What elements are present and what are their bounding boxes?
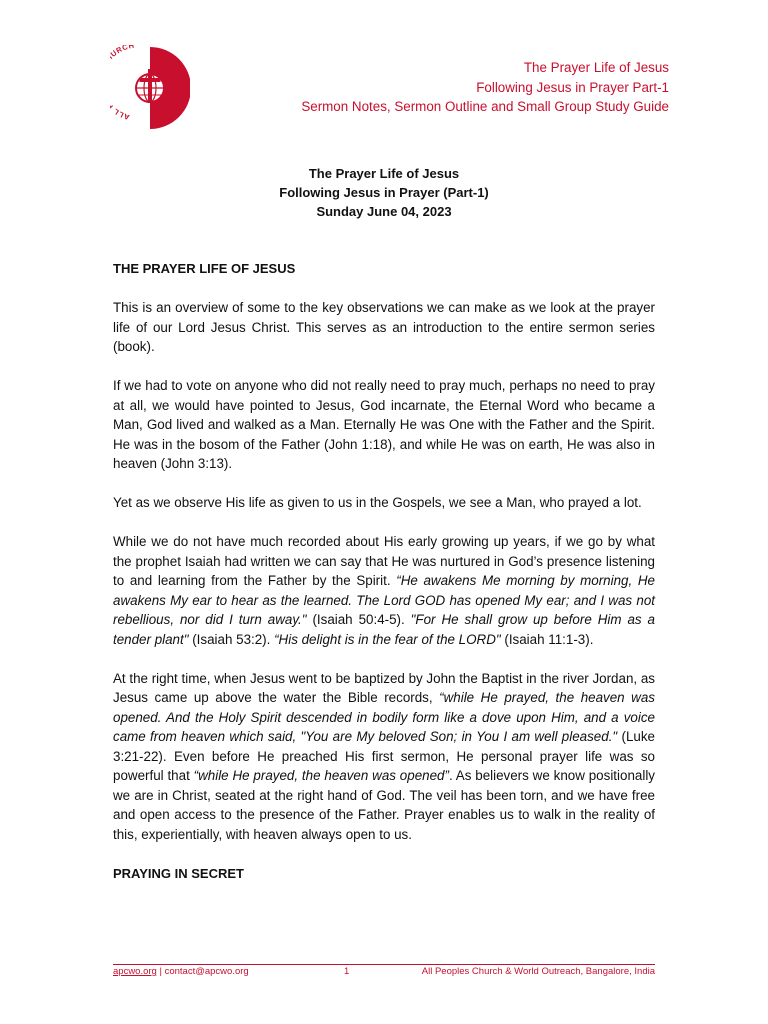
title-date: Sunday June 04, 2023	[316, 204, 452, 219]
para5-text-a: At the right time, when Jesus went to be baptized by John the Baptist in the river Jordan, as Jesus came up above the water the Bible records,	[113, 670, 655, 705]
page-number: 1	[344, 966, 350, 977]
website-link[interactable]: apcwo.org	[113, 966, 157, 977]
para4-quote-isaiah-11: “His delight is in the fear of the LORD"	[274, 631, 501, 647]
para4-quote-isaiah-50: “He awakens Me morning by morning, He awakens My ear to hear as the learned. The Lord GOD has opened My ear; and I was not rebellious, nor did I turn away."	[113, 573, 655, 627]
email-link[interactable]: contact@apcwo.org	[164, 966, 249, 977]
para5-quote-heaven-opened: “while He prayed, the heaven was opened”	[193, 768, 449, 783]
para5-quote-luke-3: “while He prayed, the heaven was opened. And the Holy Spirit descended in bodily form like a dove upon Him, and a voice came from heaven which said, "You are My beloved Son; in You I am well pleased."	[113, 690, 655, 744]
paragraph-3: Yet as we observe His life as given to us in the Gospels, we see a Man, who prayed a lot.	[113, 495, 642, 510]
para5-text-b: (Luke 3:21-22). Even before He preached His first sermon, He personal prayer life was so powerful that	[113, 729, 655, 783]
header-line-1: The Prayer Life of Jesus	[523, 60, 669, 75]
para4-quote-isaiah-53: "For He shall grow up before Him as a tender plant"	[113, 612, 655, 647]
document-body	[113, 259, 655, 903]
title-line-1: The Prayer Life of Jesus	[308, 166, 460, 181]
paragraph-2: If we had to vote on anyone who did not really need to pray much, perhaps no need to pray at all, we would have pointed to Jesus, God incarnate, the Eternal Word who became a Man, God lived and walked as a Man. Eternally He was One with the Father and the Spirit. He was in the bosom of the Father (John 1:18), and while He was on earth, He was also in heaven (John 3:13).	[113, 378, 655, 471]
paragraph-5	[113, 669, 655, 845]
church-logo	[110, 45, 190, 131]
para4-ref-a: (Isaiah 50:4-5).	[306, 612, 411, 627]
footer-separator: |	[156, 966, 165, 977]
footer-contact	[113, 966, 249, 977]
running-header	[301, 58, 669, 117]
header-line-2: Following Jesus in Prayer Part-1	[476, 79, 669, 95]
footer-organization: All Peoples Church & World Outreach, Bangalore, India	[421, 966, 655, 977]
paragraph-1: This is an overview of some to the key observations we can make as we look at the prayer life of our Lord Jesus Christ. This serves as an introduction to the entire sermon series (book).	[113, 300, 655, 354]
svg-text:ALL PEOPLES CHURCH: ALL RCH	[111, 45, 136, 122]
footer-divider	[113, 964, 655, 965]
section-heading-praying-in-secret: PRAYING IN SECRET	[113, 865, 244, 881]
title-line-2: Following Jesus in Prayer (Part-1)	[279, 185, 489, 200]
para4-ref-b: (Isaiah 53:2).	[188, 631, 275, 647]
document-title	[0, 164, 768, 221]
para4-text-a: While we do not have much recorded about His early growing up years, if we go by what the prophet Isaiah had written we can say that He was nurtured in God’s presence listening to and learning from the Father by the Spirit.	[113, 534, 655, 588]
header-line-3: Sermon Notes, Sermon Outline and Small Group Study Guide	[301, 99, 669, 114]
para5-text-c: . As believers we know positionally we are in Christ, seated at the right hand of God. The veil has been torn, and we have free and open access to the presence of the Father. Prayer enables us to walk in the reality of this, experientially, with heaven always open to us.	[113, 768, 655, 842]
para4-ref-c: (Isaiah 11:1-3).	[500, 631, 594, 647]
section-heading-prayer-life: THE PRAYER LIFE OF JESUS	[113, 261, 296, 276]
paragraph-4	[113, 532, 655, 649]
church-globe-cross-logo-icon	[110, 45, 190, 131]
